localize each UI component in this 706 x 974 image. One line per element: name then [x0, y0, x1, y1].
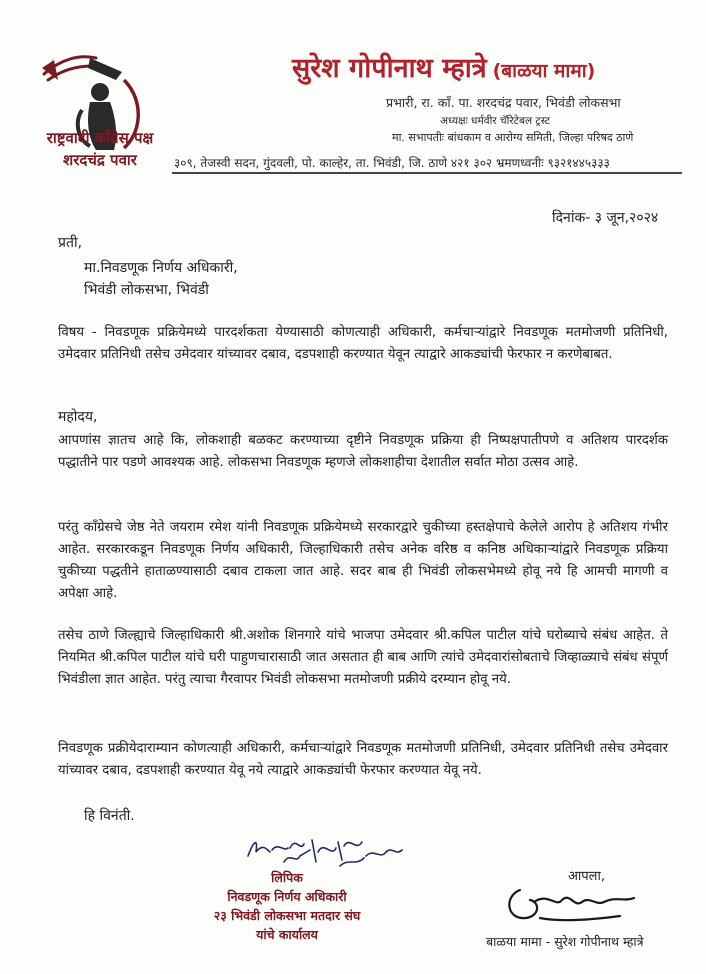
header-divider	[172, 172, 682, 174]
sender-name: सुरेश गोपीनाथ म्हात्रे	[292, 53, 487, 84]
yours-label: आपला,	[568, 869, 605, 884]
sender-address: ३०९, तेजस्वी सदन, गुंदवली, पो. काल्हेर, ता. भिवंडी, जि. ठाणे ४२१ ३०२ भ्रमणध्वनीः ९३२१४४५३३३	[174, 156, 610, 170]
letter-date: दिनांक- ३ जून,२०२४	[552, 210, 659, 226]
sender-nickname: (बाळया मामा)	[492, 60, 596, 82]
sender-zp-post: मा. सभापतीः बांधकाम व आरोग्य समिती, जिल्हा परिषद ठाणे	[392, 131, 634, 144]
body-paragraph-1: आपणांस ज्ञातच आहे कि, लोकशाही बळकट करण्याच्या दृष्टीने निवडणूक प्रक्रिया ही निष्पक्षपातीपणे व अतिशय पारदर्शक पद्धातीने पार पडणे आवश्यक आहे. लोकसभा निवडणूक म्हणजे लोकशाहीचा देशातील सर्वात मोठा उत्सव आहे.	[58, 433, 668, 470]
stamp-line-3: २३ भिवंडी लोकसभा मतदार संघ	[213, 908, 361, 923]
signature	[500, 872, 640, 926]
party-subname: शरदचंद्र पवार	[63, 151, 137, 169]
stamp-line-4: यांचे कार्यालय	[256, 927, 318, 942]
recipient-line-2: भिवंडी लोकसभा, भिवंडी	[84, 282, 209, 298]
to-label: प्रती,	[58, 235, 83, 251]
body-paragraph-2: परंतु काँग्रेसचे जेष्ठ नेते जयराम रमेश यांनी निवडणूक प्रक्रियेमध्ये सरकारद्वारे चुकीच्या हस्तक्षेपाचे केलेले आरोप हे अतिशय गंभीर आहेत. सरकारकडून निवडणूक निर्णय अधिकारी, जिल्हाधिकारी तसेच अनेक वरिष्ठ व कनिष्ठ अधिकाऱ्यांद्वारे निवडणूक प्रक्रिया चुकीच्या पद्धतीने हाताळण्यासाठी दबाव टाकला जात आहे. सदर बाब ही भिवंडी लोकसभेमध्ये होवू नये हि आमची मागणी व अपेक्षा आहे.	[58, 520, 668, 601]
sender-name-heading	[292, 48, 595, 85]
sender-role: प्रभारी, रा. काँ. पा. शरदचंद्र पवार, भिवंडी लोकसभा	[386, 95, 621, 110]
recipient-line-1: मा.निवडणूक निर्णय अधिकारी,	[84, 260, 238, 276]
closing-request: हि विनंती.	[84, 808, 135, 824]
received-handwriting	[244, 822, 404, 870]
body-paragraph-3: तसेच ठाणे जिल्ह्याचे जिल्हाधिकारी श्री.अशोक शिनगारे यांचे भाजपा उमेदवार श्री.कपिल पाटील यांचे घरोब्याचे संबंध आहेत. ते नियमित श्री.कपिल पाटील यांचे घरी पाहुणचारासाठी जात असतात ही बाब आणि त्यांचे उमेदवारांसोबताचे जिव्हाळ्याचे संबंध संपूर्ण भिवंडीला ज्ञात आहेत. परंतु त्याचा गैरवापर भिवंडी लोकसभा मतमोजणी प्रक्रीये दरम्यान होवू नये.	[58, 628, 668, 687]
office-stamp	[212, 868, 362, 944]
body-paragraph-4: निवडणूक प्रक्रीयेदाराम्यान कोणत्याही अधिकारी, कर्मचाऱ्यांद्वारे निवडणूक मतमोजणी प्रतिनिधी, उमेदवार प्रतिनिधी तसेच उमेदवार यांच्यावर दबाव, दडपशाही करण्यात येवू नये त्याद्वारे आकड्यांची फेरफार करण्यात येवू नये.	[58, 741, 668, 778]
stamp-line-1: लिपिक	[271, 870, 303, 885]
stamp-line-2: निवडणूक निर्णय अधिकारी	[227, 889, 347, 904]
sender-trust: अध्यक्षः धर्मवीर चॅरिटेबल ट्रस्ट	[440, 115, 551, 127]
signer-name: बाळया मामा - सुरेश गोपीनाथ म्हात्रे	[486, 934, 644, 949]
party-name: राष्ट्रवादी काँग्रेस पक्ष	[46, 129, 154, 147]
salutation: महोदय,	[58, 409, 98, 425]
subject-paragraph: विषय - निवडणूक प्रक्रियेमध्ये पारदर्शकता येण्यासाठी कोणत्याही अधिकारी, कर्मचाऱ्यांद्वारे निवडणूक मतमोजणी प्रतिनिधी, उमेदवार प्रतिनिधी तसेच उमेदवार यांच्यावर दबाव, दडपशाही करण्यात येवून त्याद्वारे आकड्यांची फेरफार न करणेबाबत.	[58, 325, 668, 362]
